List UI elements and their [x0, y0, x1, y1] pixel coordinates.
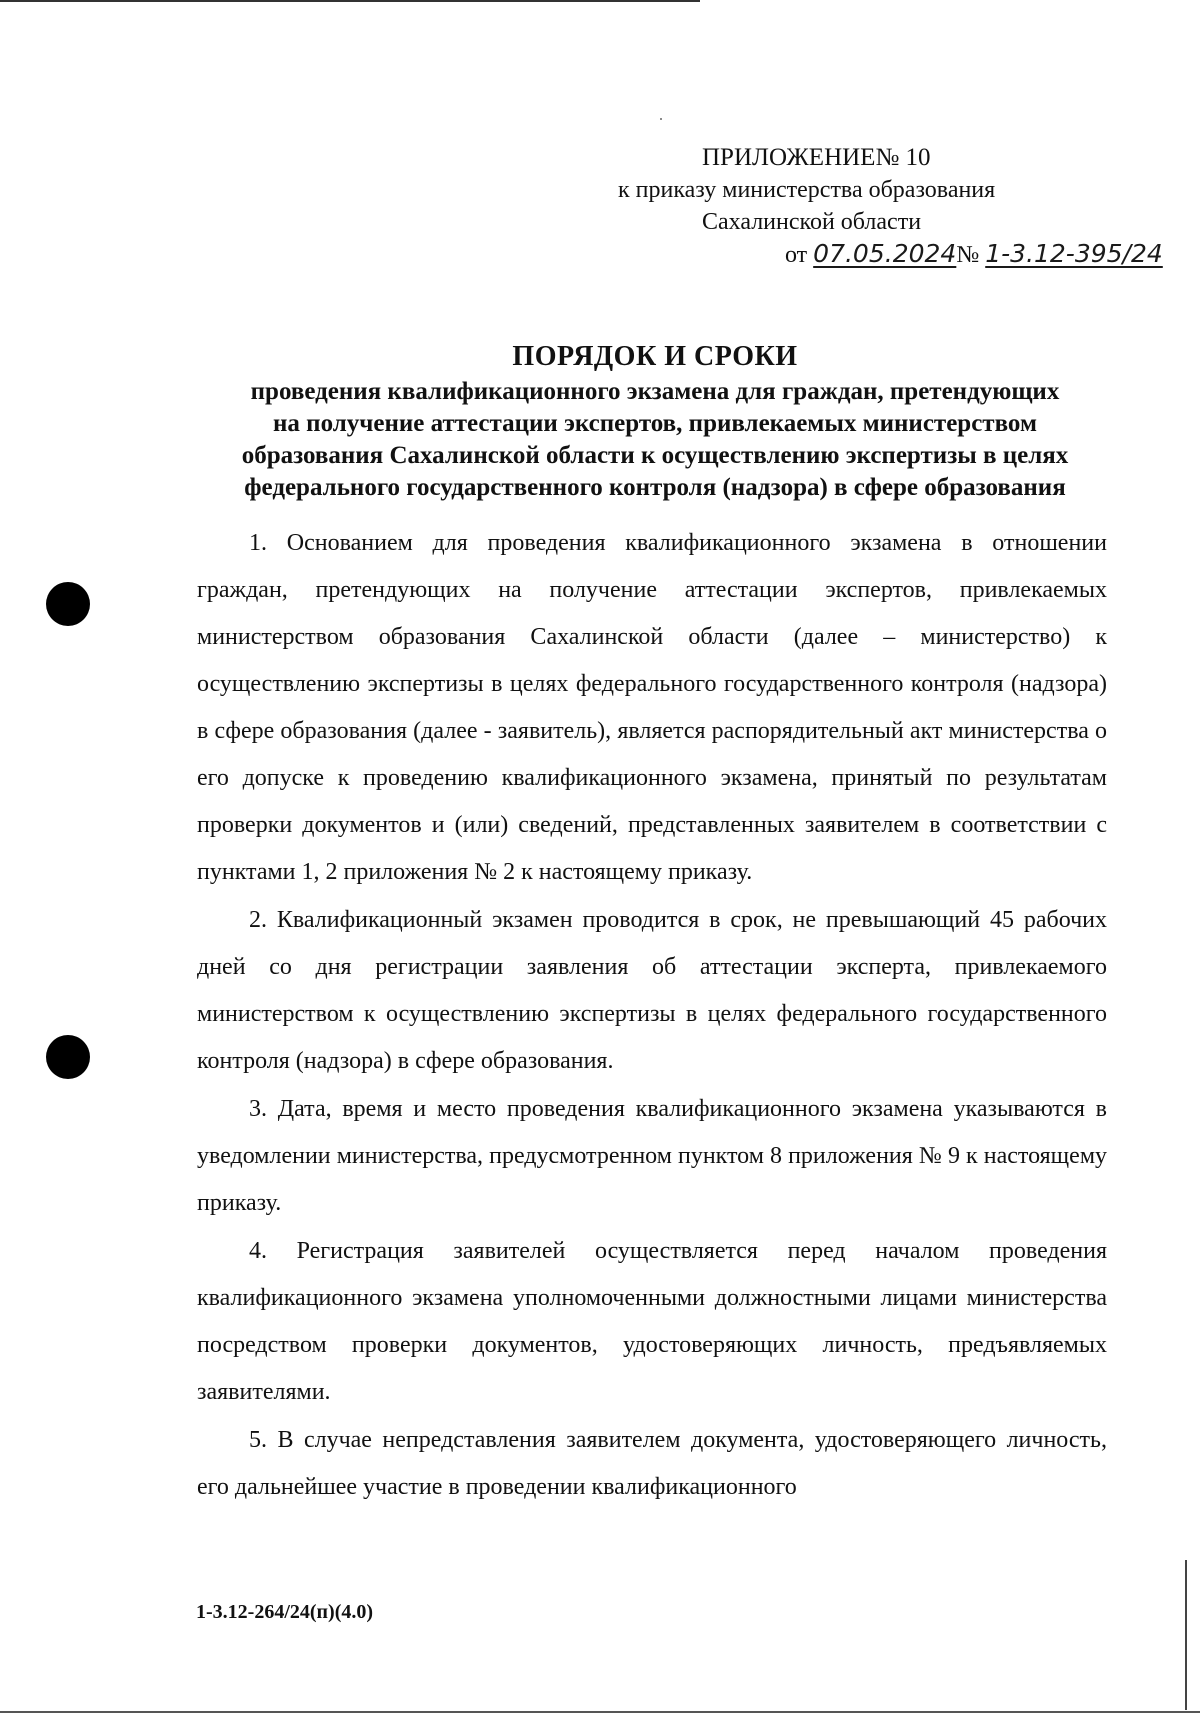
- document-code: 1-3.12-264/24(п)(4.0): [196, 1601, 374, 1623]
- punch-hole-top: [46, 582, 90, 626]
- paragraph-3: 3. Дата, время и место проведения квалификационного экзамена указываются в уведомлении министерства, предусмотренном пунктом 8 приложения № 9 к настоящему приказу.: [197, 1096, 1107, 1216]
- handwritten-date: 07.05.2024: [813, 239, 957, 268]
- scan-edge-bottom: [0, 1711, 1200, 1713]
- subtitle-line: проведения квалификационного экзамена для граждан, претендующих: [250, 378, 1060, 405]
- region-name: Сахалинской области: [702, 209, 922, 235]
- handwritten-number: 1-3.12-395/24: [985, 239, 1163, 268]
- appendix-number: ПРИЛОЖЕНИЕ№ 10: [702, 144, 931, 171]
- scan-speck: [660, 118, 662, 120]
- paragraph-4: 4. Регистрация заявителей осуществляется перед началом проведения квалификационного экзамена уполномоченными должностными лицами министерства посредством проверки документов, удостоверяющих личность, предъявляемых заявителями.: [197, 1238, 1107, 1405]
- paragraph-1: 1. Основанием для проведения квалификационного экзамена в отношении граждан, претендующих на получение аттестации экспертов, привлекаемых министерством образования Сахалинской области (далее – министерство) к осуществлению экспертизы в целях федерального государственного контроля (надзора) в сфере образования (далее - заявитель), является распорядительный акт министерства о его допуске к проведению квалификационного экзамена, принятый по результатам проверки документов и (или) сведений, представленных заявителем в соответствии с пунктами 1, 2 приложения № 2 к настоящему приказу.: [197, 530, 1107, 885]
- title-main: ПОРЯДОК И СРОКИ: [512, 341, 798, 372]
- date-prefix: от: [785, 242, 808, 268]
- subtitle-line: образования Сахалинской области к осуществлению экспертизы в целях: [241, 442, 1069, 469]
- order-reference: к приказу министерства образования: [618, 177, 996, 203]
- subtitle-line: на получение аттестации экспертов, привлекаемых министерством: [273, 410, 1037, 437]
- document-body: [197, 520, 1107, 1511]
- subtitle-line: федерального государственного контроля (надзора) в сфере образования: [244, 474, 1066, 501]
- scan-edge-right: [1185, 1560, 1187, 1710]
- appendix-header: [560, 142, 1180, 271]
- scan-edge-top: [0, 0, 700, 2]
- order-date-number: [560, 238, 1180, 271]
- title-subtitle: [195, 376, 1115, 504]
- paragraph-2: 2. Квалификационный экзамен проводится в срок, не превышающий 45 рабочих дней со дня регистрации заявления об аттестации эксперта, привлекаемого министерством к осуществлению экспертизы в целях федерального государственного контроля (надзора) в сфере образования.: [197, 907, 1107, 1074]
- paragraph-5: 5. В случае непредставления заявителем документа, удостоверяющего личность, его дальнейшее участие в проведении квалификационного: [197, 1427, 1107, 1500]
- punch-hole-bottom: [46, 1035, 90, 1079]
- document-title: [195, 338, 1115, 504]
- number-prefix: №: [956, 242, 980, 268]
